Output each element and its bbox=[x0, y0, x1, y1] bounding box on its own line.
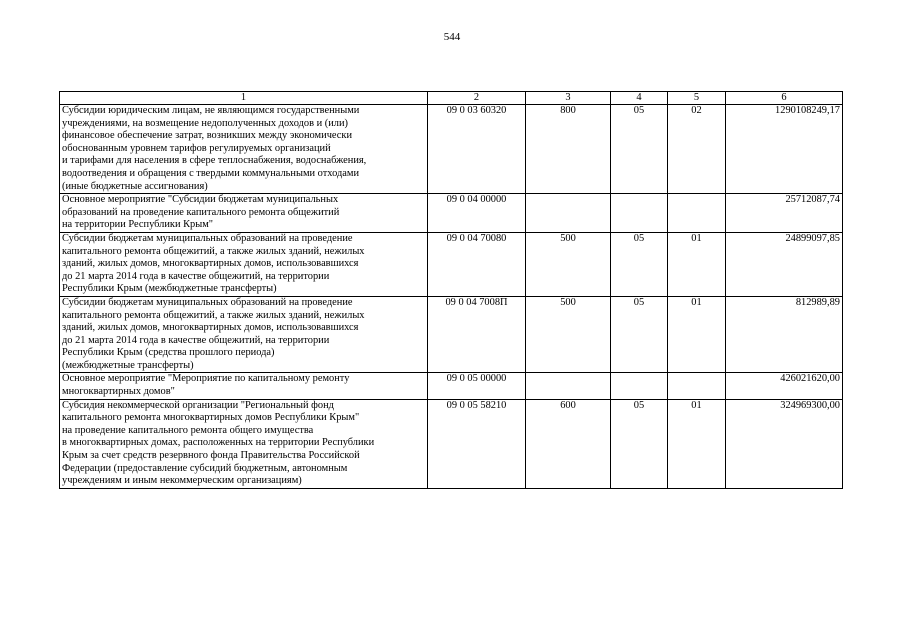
table-row bbox=[60, 232, 843, 296]
row-name: Основное мероприятие "Субсидии бюджетам муниципальных образований на проведение капитального ремонта общежитий на территории Республики Крым" bbox=[60, 194, 428, 233]
table-header bbox=[60, 92, 843, 105]
row-subsection: 01 bbox=[668, 399, 726, 488]
row-amount: 24899097,85 bbox=[726, 232, 843, 296]
table-row bbox=[60, 399, 843, 488]
row-section: 05 bbox=[611, 296, 668, 373]
row-code: 09 0 04 7008П bbox=[428, 296, 526, 373]
row-code: 09 0 05 58210 bbox=[428, 399, 526, 488]
row-section: 05 bbox=[611, 105, 668, 194]
row-expense-type: 500 bbox=[526, 232, 611, 296]
row-section: 05 bbox=[611, 232, 668, 296]
row-expense-type bbox=[526, 373, 611, 399]
row-subsection: 02 bbox=[668, 105, 726, 194]
row-amount: 812989,89 bbox=[726, 296, 843, 373]
row-expense-type: 500 bbox=[526, 296, 611, 373]
row-subsection bbox=[668, 194, 726, 233]
row-name: Субсидия некоммерческой организации "Региональный фонд капитального ремонта многоквартирных домов Республики Крым" на проведение капитального ремонта общего имущества в многоквартирных домах, расположенных на территории Республики Крым за счет средств резервного фонда Правительства Российской Федерации (предоставление субсидий бюджетным, автономным учреждениям и иным некоммерческим организациям) bbox=[60, 399, 428, 488]
row-subsection: 01 bbox=[668, 232, 726, 296]
column-header-expense-type: 3 bbox=[526, 92, 611, 105]
row-subsection bbox=[668, 373, 726, 399]
row-code: 09 0 04 00000 bbox=[428, 194, 526, 233]
row-amount: 324969300,00 bbox=[726, 399, 843, 488]
column-header-code: 2 bbox=[428, 92, 526, 105]
column-header-section: 4 bbox=[611, 92, 668, 105]
table-row bbox=[60, 194, 843, 233]
row-amount: 1290108249,17 bbox=[726, 105, 843, 194]
table-body bbox=[60, 105, 843, 489]
row-expense-type bbox=[526, 194, 611, 233]
header-row bbox=[60, 92, 843, 105]
table-row bbox=[60, 373, 843, 399]
row-name: Субсидии юридическим лицам, не являющимся государственными учреждениями, на возмещение недополученных доходов и (или) финансовое обеспечение затрат, возникших между экономически обоснованным уровнем тарифов регулируемых организаций и тарифами для населения в сфере теплоснабжения, водоснабжения, водоотведения и обращения с твердыми коммунальными отходами (иные бюджетные ассигнования) bbox=[60, 105, 428, 194]
row-code: 09 0 05 00000 bbox=[428, 373, 526, 399]
row-section bbox=[611, 194, 668, 233]
column-header-name: 1 bbox=[60, 92, 428, 105]
row-code: 09 0 04 70080 bbox=[428, 232, 526, 296]
row-name: Субсидии бюджетам муниципальных образований на проведение капитального ремонта общежитий, а также жилых зданий, нежилых зданий, жилых домов, многоквартирных домов, использовавшихся до 21 марта 2014 года в качестве общежитий, на территории Республики Крым (средства прошлого периода) (межбюджетные трансферты) bbox=[60, 296, 428, 373]
budget-table bbox=[59, 91, 843, 489]
column-header-amount: 6 bbox=[726, 92, 843, 105]
row-amount: 25712087,74 bbox=[726, 194, 843, 233]
row-section: 05 bbox=[611, 399, 668, 488]
row-code: 09 0 03 60320 bbox=[428, 105, 526, 194]
page-number: 544 bbox=[443, 31, 461, 43]
row-name: Субсидии бюджетам муниципальных образований на проведение капитального ремонта общежитий, а также жилых зданий, нежилых зданий, жилых домов, многоквартирных домов, использовавшихся до 21 марта 2014 года в качестве общежитий, на территории Республики Крым (межбюджетные трансферты) bbox=[60, 232, 428, 296]
row-name: Основное мероприятие "Мероприятие по капитальному ремонту многоквартирных домов" bbox=[60, 373, 428, 399]
row-expense-type: 600 bbox=[526, 399, 611, 488]
row-expense-type: 800 bbox=[526, 105, 611, 194]
row-section bbox=[611, 373, 668, 399]
row-subsection: 01 bbox=[668, 296, 726, 373]
table-row bbox=[60, 296, 843, 373]
table-row bbox=[60, 105, 843, 194]
column-header-subsection: 5 bbox=[668, 92, 726, 105]
row-amount: 426021620,00 bbox=[726, 373, 843, 399]
